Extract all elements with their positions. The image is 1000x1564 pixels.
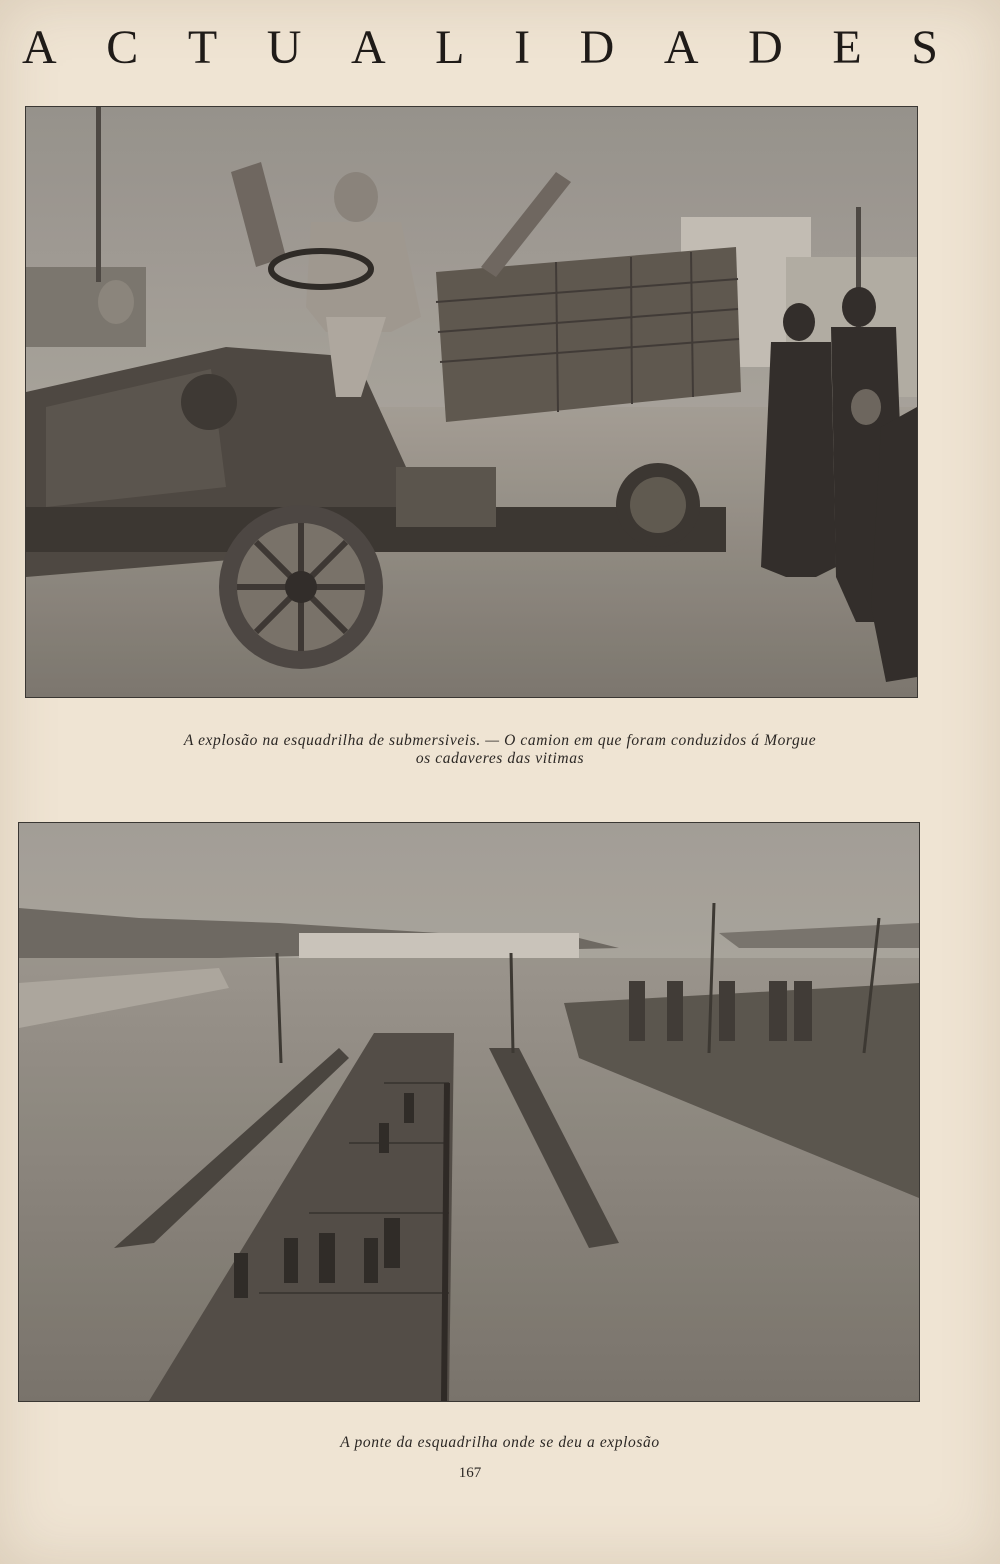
masthead-letter: A — [350, 21, 386, 74]
harbor-photo-illustration — [19, 823, 919, 1401]
caption-line: os cadaveres das vitimas — [415, 750, 585, 767]
caption-line: A explosão na esquadrilha de submersiveis. — O camion em que foram conduzidos á Morgue — [183, 732, 817, 749]
masthead-letter: C — [106, 21, 139, 74]
harbor-photo — [18, 822, 920, 1402]
masthead-letter: D — [748, 21, 783, 74]
masthead-letter: A — [22, 21, 57, 74]
masthead-letter: E — [832, 21, 862, 74]
masthead-title — [0, 18, 1000, 78]
masthead-letter: D — [579, 21, 615, 74]
masthead-letter: A — [663, 21, 699, 74]
masthead-letter: I — [514, 21, 531, 74]
masthead-letter: L — [435, 21, 465, 74]
page-number: 167 — [458, 1465, 482, 1481]
harbor-photo-caption: A ponte da esquadrilha onde se deu a explosão — [340, 1434, 660, 1451]
truck-photo-illustration — [26, 107, 917, 697]
truck-photo-caption — [30, 732, 970, 768]
truck-photo — [25, 106, 918, 698]
masthead-letter: T — [187, 21, 218, 74]
masthead-letter: U — [266, 21, 302, 74]
masthead-letter: S — [911, 21, 938, 74]
